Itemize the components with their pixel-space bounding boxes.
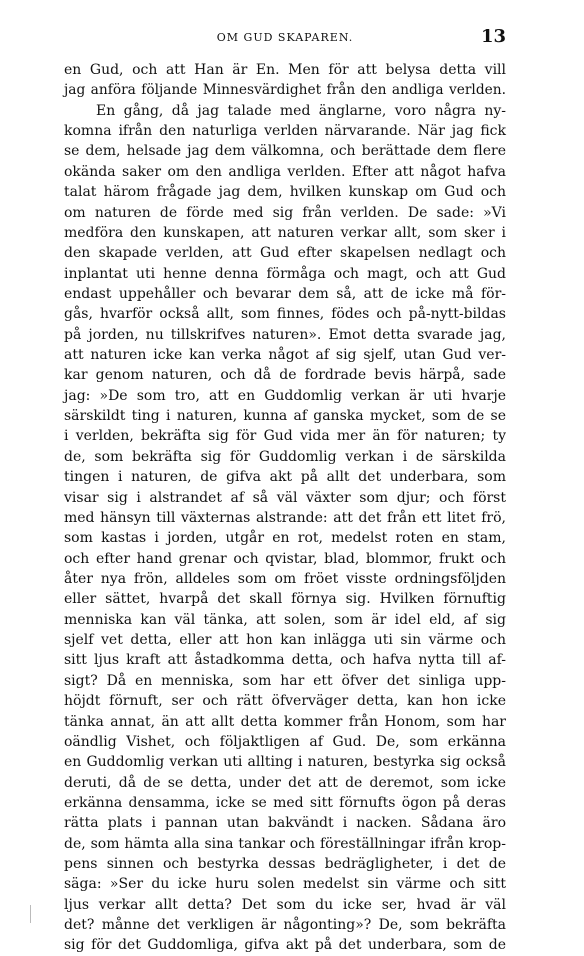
text-line: jag: »De som tro, att en Guddomlig verkan är uti hvarje: [64, 387, 506, 404]
text-line: höjdt förnuft, ser och rätt öfverväger detta, kan hon icke: [64, 693, 506, 710]
text-line: rätta plats i pannan utan bakvändt i nacken. Sådana äro: [64, 815, 506, 832]
text-line: att naturen icke kan verka något af sig sjelf, utan Gud ver-: [64, 347, 506, 364]
text-line: sigt? Då en menniska, som har ett öfver det sinliga upp-: [64, 672, 506, 689]
text-line: tingen i naturen, de gifva akt på allt det underbara, som: [64, 469, 506, 486]
text-line: jag anföra följande Minnesvärdighet från den andliga verlden.: [64, 82, 506, 99]
text-line: komna ifrån den naturliga verlden närvarande. När jag fick: [64, 123, 506, 140]
text-line: särskildt ting i naturen, kunna af ganska mycket, som de se: [64, 408, 506, 425]
text-line: medföra den kunskapen, att naturen verkar allt, som sker i: [64, 224, 506, 241]
text-line: de, som bekräfta sig för Guddomlig verkan i de särskilda: [64, 448, 506, 465]
text-line: tänka annat, än att allt detta kommer från Honom, som har: [64, 713, 506, 730]
text-line: gås, hvarför också allt, som finnes, födes och på-nytt-bildas: [64, 306, 506, 323]
text-line: på jorden, nu tillskrifves naturen». Emot detta svarade jag,: [64, 326, 506, 343]
text-line: med hänsyn till växternas alstrande: att det från ett litet frö,: [64, 509, 506, 526]
body-text: [64, 60, 506, 956]
text-line: menniska kan väl tänka, att solen, som är idel eld, af sig: [64, 611, 506, 628]
page-header: [64, 26, 506, 50]
text-line: åter nya frön, alldeles som om fröet visste ordningsföljden: [64, 570, 506, 587]
text-line: sjelf vet detta, eller att hon kan inlägga uti sin värme och: [64, 632, 506, 649]
text-line: visar sig i alstrandet af så väl växter som djur; och först: [64, 489, 506, 506]
text-line: En gång, då jag talade med änglarne, voro några ny-: [96, 102, 506, 119]
page-number: 13: [480, 26, 506, 47]
text-line: i verlden, bekräfta sig för Gud vida mer än för naturen; ty: [64, 428, 506, 445]
text-line: en Gud, och att Han är En. Men för att belysa detta vill: [64, 62, 506, 78]
text-line: okända saker om den andliga verlden. Efter att något hafva: [64, 163, 506, 180]
text-line: endast uppehåller och bevarar dem så, att de icke må för-: [64, 285, 506, 302]
text-line: talat härom frågade jag dem, hvilken kunskap om Gud och: [64, 184, 506, 201]
running-head: OM GUD SKAPAREN.: [216, 31, 354, 44]
text-line: det? månne det verkligen är någonting»? De, som bekräfta: [64, 917, 506, 934]
text-line: sig för det Guddomliga, gifva akt på det underbara, som de: [64, 937, 506, 954]
text-line: se dem, helsade jag dem välkomna, och berättade dem flere: [64, 143, 506, 160]
text-line: kar genom naturen, och då de fordrade bevis härpå, sade: [64, 367, 506, 384]
text-line: oändlig Vishet, och följaktligen af Gud. De, som erkänna: [64, 733, 506, 750]
text-line: de, som hämta alla sina tankar och föreställningar ifrån krop-: [64, 835, 506, 852]
text-line: och efter hand grenar och qvistar, blad, blommor, frukt och: [64, 550, 506, 567]
text-line: erkänna densamma, icke se med sitt förnufts ögon på deras: [64, 794, 506, 811]
text-line: den skapade verlden, att Gud efter skapelsen nedlagt och: [64, 245, 506, 262]
margin-mark: [30, 905, 31, 923]
text-line: en Guddomlig verkan uti allting i naturen, bestyrka sig också: [64, 754, 506, 771]
text-line: om naturen de förde med sig från verlden. De sade: »Vi: [64, 204, 506, 221]
text-line: som kastas i jorden, utgår en rot, medelst roten en stam,: [64, 530, 506, 547]
text-line: eller sättet, hvarpå det skall förnya sig. Hvilken förnuftig: [64, 591, 506, 608]
text-line: sitt ljus kraft att åstadkomma detta, och hafva nytta till af-: [64, 652, 506, 669]
text-line: inplantat uti henne denna förmåga och magt, och att Gud: [64, 265, 506, 282]
text-line: ljus verkar allt detta? Det som du icke ser, hvad är väl: [64, 896, 506, 913]
text-line: säga: »Ser du icke huru solen medelst sin värme och sitt: [64, 876, 506, 893]
text-line: pens sinnen och bestyrka dessas bedrägligheter, i det de: [64, 856, 506, 873]
text-line: deruti, då de se detta, under det att de deremot, som icke: [64, 774, 506, 791]
